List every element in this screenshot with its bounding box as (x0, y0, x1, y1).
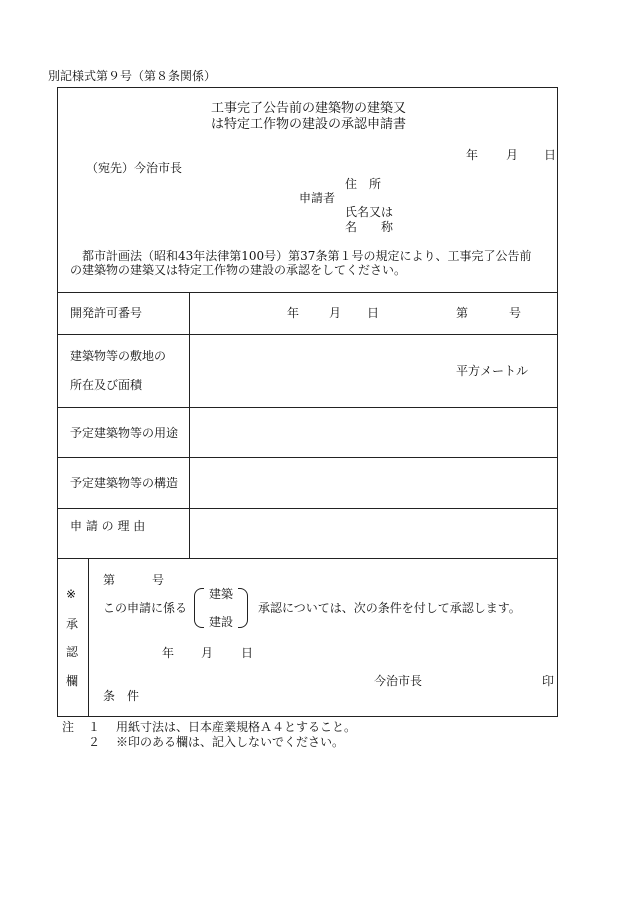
conditions-label: 条 件 (103, 689, 140, 703)
divider (58, 558, 557, 559)
applicant-name-label: 氏名又は (345, 205, 394, 219)
form-number-label: 別記様式第９号（第８条関係） (48, 69, 217, 83)
brace-option-construction: 建設 (209, 615, 234, 629)
column-divider (189, 292, 190, 558)
application-form (57, 87, 558, 717)
divider (58, 508, 557, 509)
addressee: （宛先）今治市長 (86, 161, 183, 175)
permit-number-prefix: 第 (456, 306, 469, 320)
approval-year-label: 年 (162, 646, 175, 660)
mayor-label: 今治市長 (374, 674, 423, 688)
approval-column-divider (88, 558, 89, 716)
left-brace (194, 588, 204, 628)
divider (58, 292, 557, 293)
brace-option-building: 建築 (209, 587, 234, 601)
date-day-label: 日 (544, 148, 557, 162)
usage-label: 予定建築物等の用途 (70, 426, 179, 440)
divider (58, 334, 557, 335)
site-label-line-1: 建築物等の敷地の (70, 349, 167, 363)
body-text-line-1: 都市計画法（昭和43年法律第100号）第37条第１号の規定により、工事完了公告前 (82, 249, 532, 263)
form-title-line-2: は特定工作物の建設の承認申請書 (210, 117, 406, 132)
note-text: 用紙寸法は、日本産業規格Ａ４とすること。 (116, 720, 357, 734)
note-text: ※印のある欄は、記入しないでください。 (116, 735, 345, 749)
permit-number-label: 開発許可番号 (70, 306, 143, 320)
applicant-label: 申請者 (299, 191, 336, 205)
permit-number-suffix: 号 (509, 306, 522, 320)
approval-number-suffix: 号 (152, 573, 165, 587)
divider (58, 407, 557, 408)
seal-label: 印 (542, 674, 555, 688)
permit-day-label: 日 (367, 306, 380, 320)
approval-month-label: 月 (201, 646, 214, 660)
applicant-address-label: 住 所 (345, 177, 382, 191)
area-unit-label: 平方メートル (456, 364, 529, 378)
applicant-title-label: 名 称 (345, 220, 394, 234)
approval-pre-brace-text: この申請に係る (103, 601, 188, 615)
approval-side-char: 欄 (66, 674, 79, 688)
divider (58, 457, 557, 458)
date-year-label: 年 (466, 148, 479, 162)
approval-post-brace-text: 承認については、次の条件を付して承認します。 (258, 601, 521, 615)
approval-side-char: 認 (66, 645, 79, 659)
approval-number-prefix: 第 (103, 573, 116, 587)
form-title-line-1: 工事完了公告前の建築物の建築又 (210, 101, 406, 116)
permit-month-label: 月 (329, 306, 342, 320)
notes-label: 注 (62, 720, 75, 734)
right-brace (238, 588, 248, 628)
date-month-label: 月 (506, 148, 519, 162)
reason-label: 申 請 の 理 由 (70, 519, 146, 533)
body-text-line-2: の建築物の建築又は特定工作物の建設の承認をしてください。 (70, 263, 407, 277)
note-number: １ (88, 720, 101, 734)
permit-year-label: 年 (287, 306, 300, 320)
site-label-line-2: 所在及び面積 (70, 378, 143, 392)
approval-mark-icon: ※ (66, 587, 77, 601)
approval-day-label: 日 (241, 646, 254, 660)
note-number: ２ (88, 735, 101, 749)
structure-label: 予定建築物等の構造 (70, 476, 179, 490)
approval-side-char: 承 (66, 617, 79, 631)
